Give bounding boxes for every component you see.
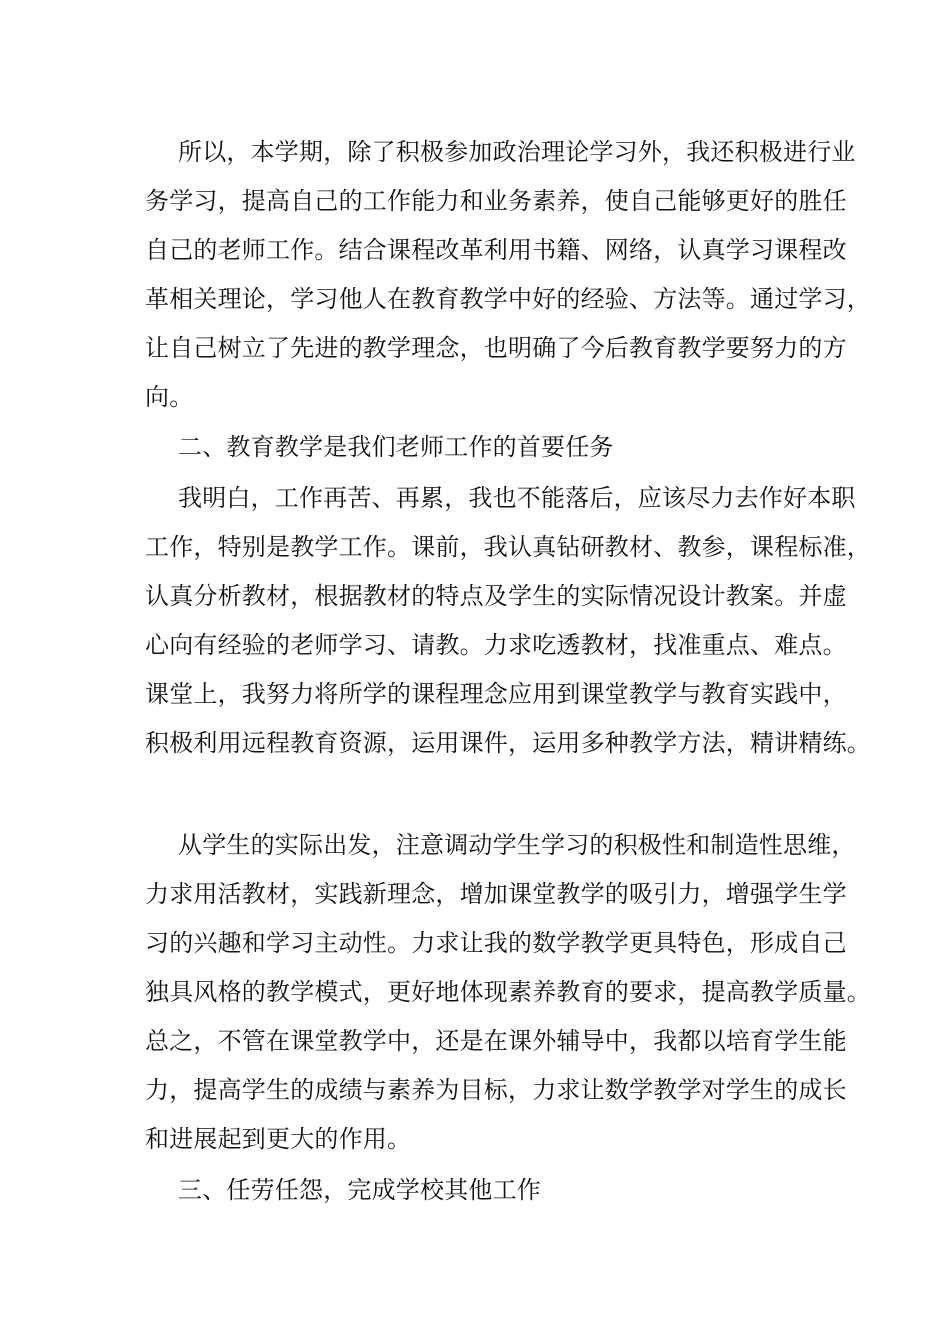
text-line: 自己的老师工作。结合课程改革利用书籍、网络，认真学习课程改 [145,236,847,264]
text-line: 积极利用远程教育资源，运用课件，运用多种教学方法，精讲精练。 [145,729,871,757]
text-line: 力，提高学生的成绩与素养为目标，力求让数学教学对学生的成长 [145,1076,847,1104]
text-line: 从学生的实际出发，注意调动学生学习的积极性和制造性思维， [178,831,856,859]
text-line: 我明白，工作再苦、再累，我也不能落后，应该尽力去作好本职 [178,484,856,512]
text-line: 务学习，提高自己的工作能力和业务素养，使自己能够更好的胜任 [145,187,847,215]
section-heading-2: 二、教育教学是我们老师工作的首要任务 [178,433,614,461]
text-line: 和进展起到更大的作用。 [145,1125,412,1153]
text-line: 革相关理论，学习他人在教育教学中好的经验、方法等。通过学习， [145,285,871,313]
text-line: 认真分析教材，根据教材的特点及学生的实际情况设计教案。并虚 [145,582,847,610]
text-line: 力求用活教材，实践新理念，增加课堂教学的吸引力，增强学生学 [145,880,847,908]
text-line: 工作，特别是教学工作。课前，我认真钻研教材、教参，课程标准， [145,533,871,561]
text-line: 心向有经验的老师学习、请教。力求吃透教材，找准重点、难点。 [145,631,847,659]
text-line: 习的兴趣和学习主动性。力求让我的数学教学更具特色，形成自己 [145,929,847,957]
text-line: 所以，本学期，除了积极参加政治理论学习外，我还积极进行业 [178,138,856,166]
section-heading-3: 三、任劳任怨，完成学校其他工作 [178,1176,541,1204]
text-line: 向。 [145,383,194,411]
text-line: 总之，不管在课堂教学中，还是在课外辅导中，我都以培育学生能 [145,1027,847,1055]
text-line: 课堂上，我努力将所学的课程理念应用到课堂教学与教育实践中， [145,680,847,708]
text-line: 独具风格的教学模式，更好地体现素养教育的要求，提高教学质量。 [145,978,871,1006]
text-line: 让自己树立了先进的教学理念，也明确了今后教育教学要努力的方 [145,334,847,362]
